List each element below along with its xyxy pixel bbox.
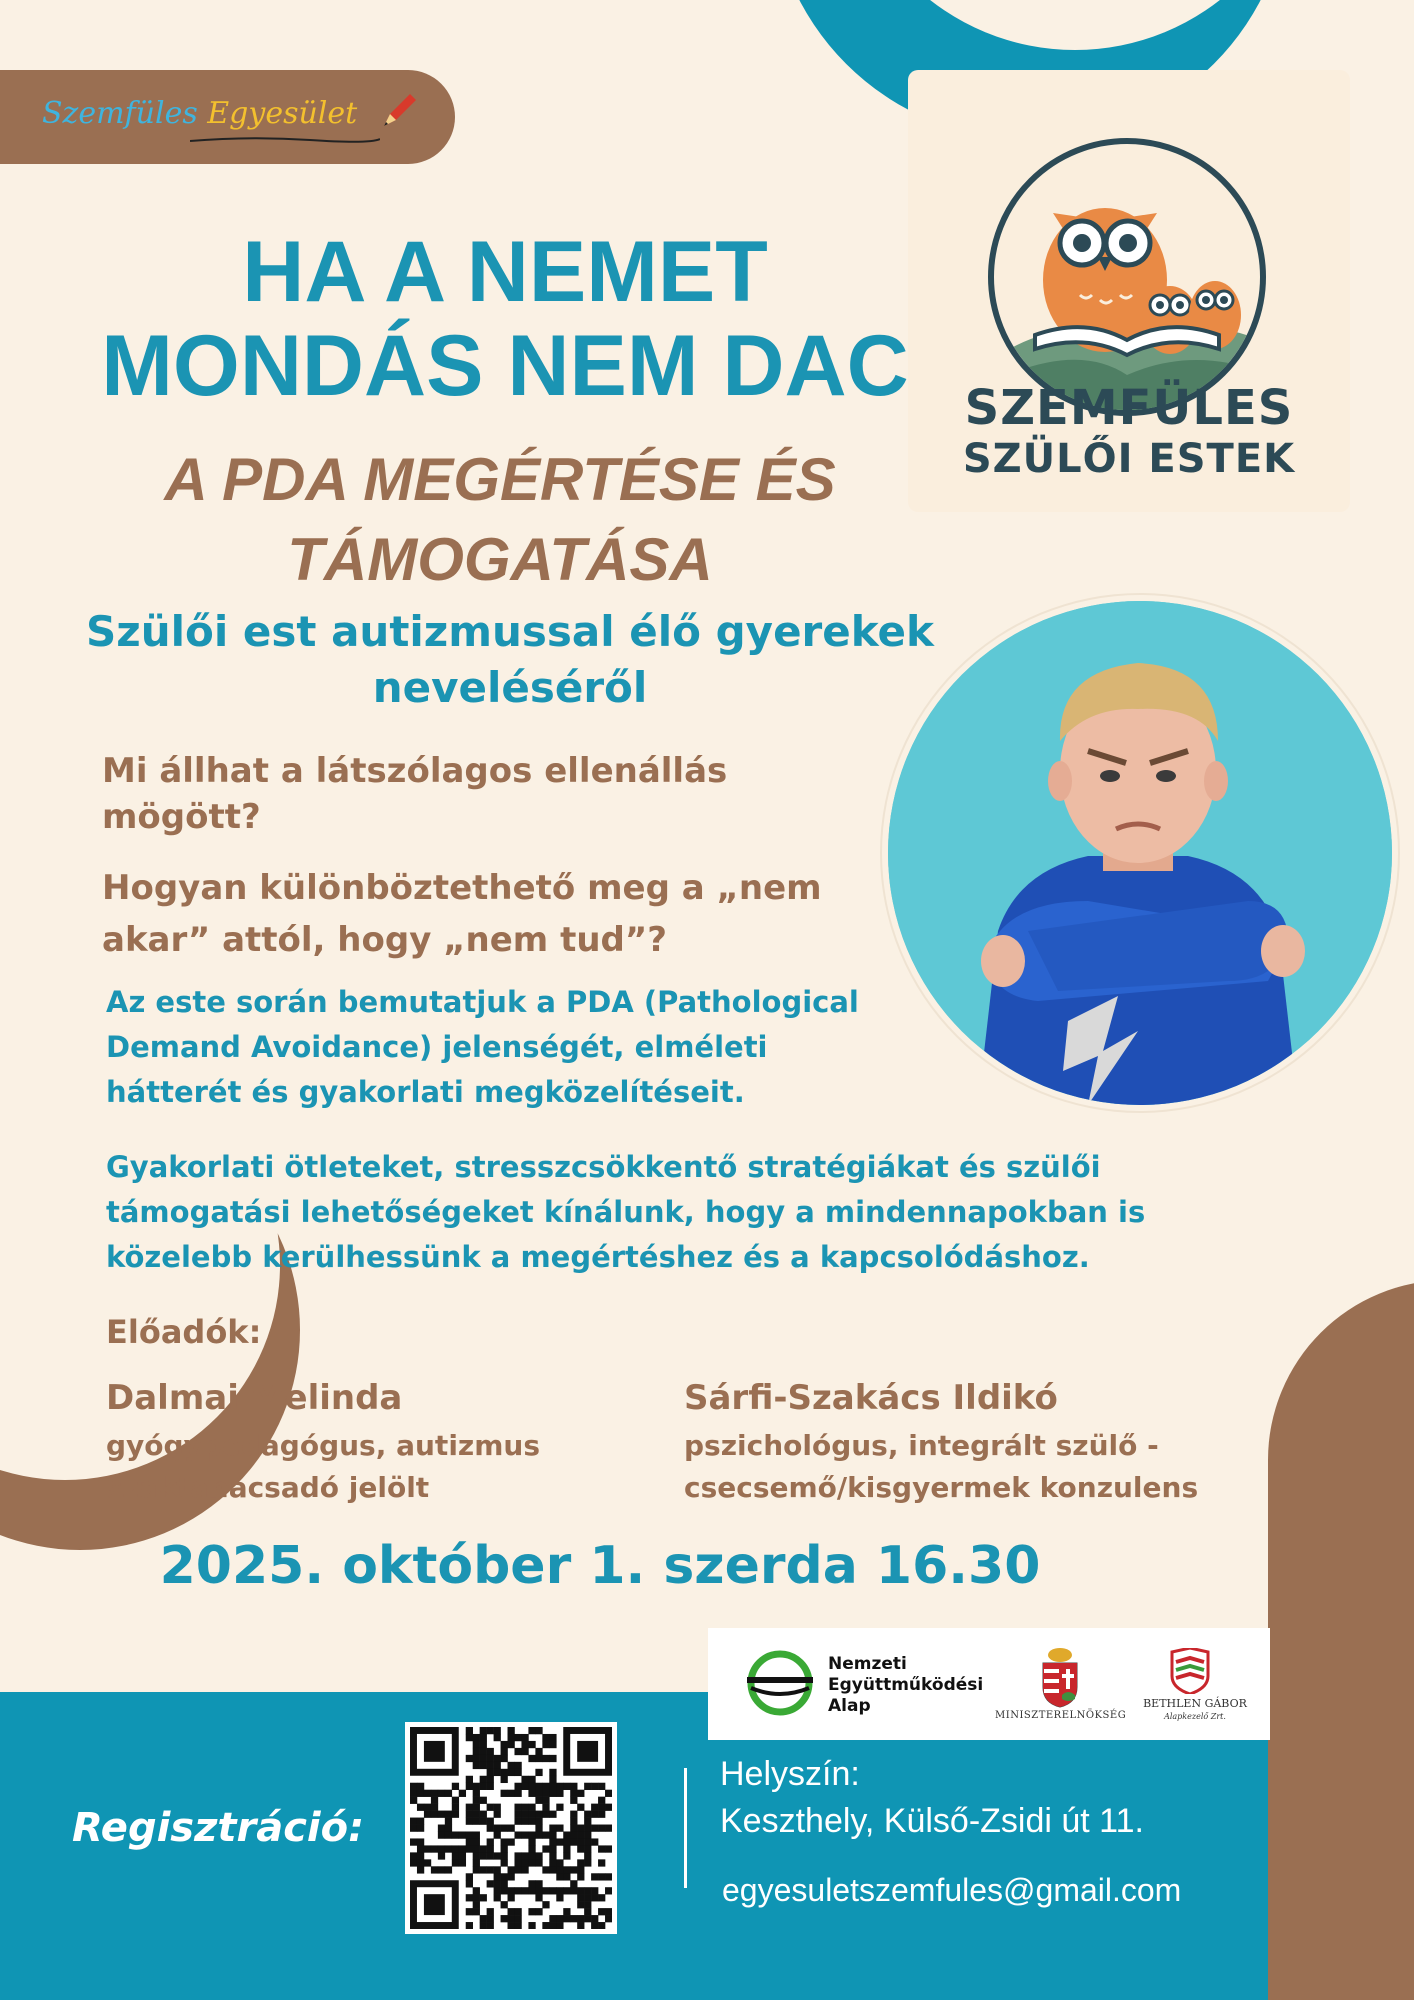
speaker-2-role-line1: pszichológus, integrált szülő - [684, 1429, 1159, 1462]
description-paragraph-2 [106, 1145, 1226, 1280]
hungarian-crest-icon [1035, 1647, 1085, 1709]
para1-line3: hátterét és gyakorlati megközelítéseit. [106, 1075, 745, 1109]
child-photo [888, 601, 1392, 1105]
nea-logo-icon [745, 1648, 815, 1718]
main-title-line2: MONDÁS NEM DAC [101, 318, 909, 414]
nea-line1: Nemzeti [828, 1654, 907, 1674]
bga-line1: BETHLEN GÁBOR [1143, 1697, 1247, 1710]
question-1-line1: Mi állhat a látszólagos ellenállás [102, 751, 728, 791]
qr-code-icon[interactable] [410, 1727, 612, 1929]
para2-line2: támogatási lehetőségeket kínálunk, hogy a mindennapokban is [106, 1195, 1146, 1229]
tagline-line1: Szülői est autizmussal élő gyerekek [86, 607, 934, 656]
speaker-1-role-line2: szaktanácsadó jelölt [106, 1471, 430, 1504]
subtitle-line1: A PDA MEGÉRTÉSE ÉS [164, 446, 836, 513]
org-logo-word-2: Egyesület [207, 96, 358, 131]
speaker-1-role [106, 1425, 586, 1509]
footer-divider [684, 1768, 687, 1888]
question-1 [102, 748, 822, 840]
speaker-2-role-line2: csecsemő/kisgyermek konzulens [684, 1471, 1199, 1504]
nea-line3: Alap [828, 1696, 871, 1716]
description-paragraph-1 [106, 980, 896, 1115]
main-title-line1: HA A NEMET [242, 224, 768, 320]
org-logo-word-1: Szemfüles [42, 96, 198, 131]
tagline-line2: neveléséről [372, 663, 648, 712]
pencil-icon [376, 88, 422, 134]
para1-line2: Demand Avoidance) jelenségét, elméleti [106, 1030, 768, 1064]
subtitle [110, 440, 890, 600]
question-2-line2: akar” attól, hogy „nem tud”? [102, 920, 667, 960]
speaker-2-name: Sárfi-Szakács Ildikó [684, 1378, 1058, 1418]
nea-name [828, 1654, 983, 1717]
owl-family-icon [985, 135, 1269, 419]
tagline [60, 604, 960, 716]
brand-name-line1: SZEMFÜLES [964, 380, 1294, 436]
child-arms-crossed-illustration [888, 601, 1392, 1105]
para1-line1: Az este során bemutatjuk a PDA (Pathological [106, 985, 859, 1019]
para2-line3: közelebb kerülhessünk a megértéshez és a kapcsolódáshoz. [106, 1240, 1090, 1274]
event-date: 2025. október 1. szerda 16.30 [159, 1536, 1041, 1596]
speakers-label: Előadók: [106, 1313, 262, 1351]
nea-line2: Együttműködési [828, 1675, 984, 1695]
venue-address: Keszthely, Külső-Zsidi út 11. [720, 1802, 1144, 1840]
org-logo [42, 96, 357, 131]
registration-label: Regisztráció: [72, 1805, 365, 1851]
bethlen-gabor-logo-icon [1168, 1648, 1212, 1694]
decor-right-brown-shape [1268, 1280, 1414, 2000]
question-2-line1: Hogyan különböztethető meg a „nem [102, 868, 822, 908]
bga-line2: Alapkezelő Zrt. [1164, 1712, 1226, 1721]
question-1-line2: mögött? [102, 797, 261, 837]
venue-label: Helyszín: [720, 1755, 860, 1793]
brand-name-line2: SZÜLŐI ESTEK [962, 436, 1296, 482]
bethlen-gabor-label [1140, 1697, 1250, 1723]
question-2 [102, 862, 882, 966]
speaker-2-role [684, 1425, 1244, 1509]
main-title [60, 225, 950, 413]
speaker-1-role-line1: gyógypedagógus, autizmus [106, 1429, 540, 1462]
subtitle-line2: TÁMOGATÁSA [287, 526, 713, 593]
ministry-label: MINISZTERELNÖKSÉG [995, 1710, 1127, 1721]
org-logo-underline [190, 136, 380, 144]
para2-line1: Gyakorlati ötleteket, stresszcsökkentő stratégiákat és szülői [106, 1150, 1101, 1184]
speaker-1-name: Dalmai Melinda [106, 1378, 403, 1418]
contact-email-link[interactable]: egyesuletszemfules@gmail.com [722, 1872, 1182, 1908]
